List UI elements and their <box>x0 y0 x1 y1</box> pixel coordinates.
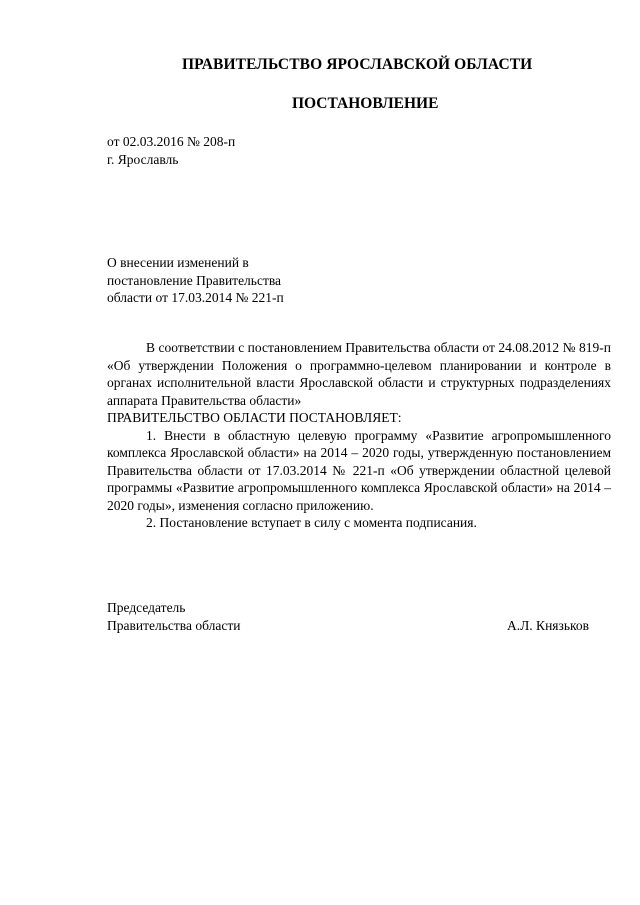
document-meta <box>107 133 235 168</box>
signature-block <box>107 599 589 634</box>
date-number: от 02.03.2016 № 208-п <box>107 134 236 149</box>
subject-line: области от 17.03.2014 № 221-п <box>107 290 284 305</box>
subject-line: О внесении изменений в <box>107 255 249 270</box>
city: г. Ярославль <box>107 151 179 167</box>
document-type: ПОСТАНОВЛЕНИЕ <box>292 95 439 112</box>
preamble-paragraph: В соответствии с постановлением Правительства области от 24.08.2012 № 819-п «Об утверждении Положения о программно-целевом планировании и контроле в органах исполнительной власти Ярославской области и структурных подразделениях аппарата Правительства области» <box>107 340 611 408</box>
item-paragraph: 2. Постановление вступает в силу с момента подписания. <box>146 515 477 530</box>
subject-line: постановление Правительства <box>107 272 282 288</box>
document-body <box>107 339 611 532</box>
signature-row <box>107 617 589 635</box>
signatory-name: А.Л. Князьков <box>507 617 589 633</box>
government-title: ПРАВИТЕЛЬСТВО ЯРОСЛАВСКОЙ ОБЛАСТИ <box>182 56 533 73</box>
signatory-title: Председатель <box>107 600 186 615</box>
item-paragraph: 1. Внести в областную целевую программу «Развитие агропромышленного комплекса Ярославской области» на 2014 – 2020 годы, утвержденную постановлением Правительства области от 17.03.2014 № 221-п «Об утверждении областной целевой программы «Развитие агропромышленного комплекса Ярославской области» на 2014 – 2020 годы», изменения согласно приложению. <box>107 427 611 513</box>
resolves-line: ПРАВИТЕЛЬСТВО ОБЛАСТИ ПОСТАНОВЛЯЕТ: <box>107 410 402 425</box>
document-subject <box>107 254 284 307</box>
signatory-title: Правительства области <box>107 617 241 633</box>
